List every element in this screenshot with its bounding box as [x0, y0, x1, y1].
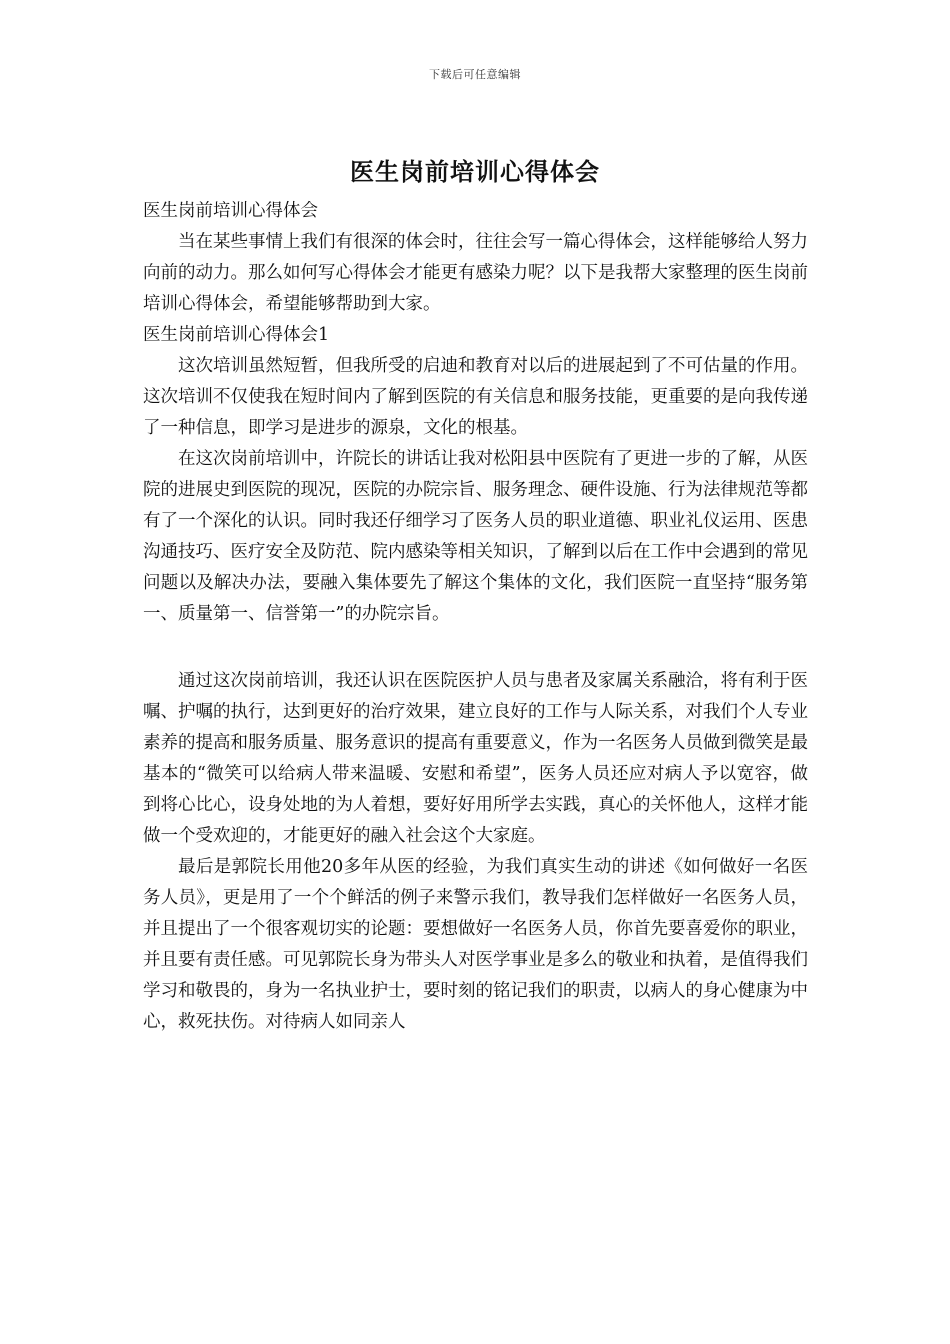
- body-paragraph: 通过这次岗前培训，我还认识在医院医护人员与患者及家属关系融洽，将有利于医嘱、护嘱的执行，达到更好的治疗效果，建立良好的工作与人际关系，对我们个人专业素养的提高和服务质量、服务意识的提高有重要意义，作为一名医务人员做到微笑是最基本的“微笑可以给病人带来温暖、安慰和希望”，医务人员还应对病人予以宽容，做到将心比心，设身处地的为人着想，要好好用所学去实践，真心的关怀他人，这样才能做一个受欢迎的，才能更好的融入社会这个大家庭。: [143, 671, 808, 846]
- document-title: 医生岗前培训心得体会: [350, 157, 600, 186]
- section-heading: 医生岗前培训心得体会1: [143, 325, 330, 345]
- body-paragraph: 在这次岗前培训中，许院长的讲话让我对松阳县中医院有了更进一步的了解，从医院的进展史到医院的现况，医院的办院宗旨、服务理念、硬件设施、行为法律规范等都有了一个深化的认识。同时我还仔细学习了医务人员的职业道德、职业礼仪运用、医患沟通技巧、医疗安全及防范、院内感染等相关知识，了解到以后在工作中会遇到的常见问题以及解决办法，要融入集体要先了解这个集体的文化，我们医院一直坚持“服务第一、质量第一、信誉第一”的办院宗旨。: [143, 449, 808, 624]
- intro-paragraph: 当在某些事情上我们有很深的体会时，往往会写一篇心得体会，这样能够给人努力向前的动力。那么如何写心得体会才能更有感染力呢？以下是我帮大家整理的医生岗前培训心得体会，希望能够帮助到大家。: [143, 232, 808, 314]
- document-body: [143, 196, 808, 1038]
- body-paragraph: 最后是郭院长用他20多年从医的经验，为我们真实生动的讲述《如何做好一名医务人员》，更是用了一个个鲜活的例子来警示我们，教导我们怎样做好一名医务人员，并且提出了一个很客观切实的论题：要想做好一名医务人员，你首先要喜爱你的职业，并且要有责任感。可见郭院长身为带头人对医学事业是多么的敬业和执着，是值得我们学习和敬畏的，身为一名执业护士，要时刻的铭记我们的职责，以病人的身心健康为中心，救死扶伤。对待病人如同亲人: [143, 857, 808, 1032]
- header-note: 下载后可任意编辑: [429, 68, 521, 81]
- body-paragraph: 这次培训虽然短暂，但我所受的启迪和教育对以后的进展起到了不可估量的作用。这次培训不仅使我在短时间内了解到医院的有关信息和服务技能，更重要的是向我传递了一种信息，即学习是进步的源泉，文化的根基。: [143, 356, 808, 438]
- paragraph-spacer: [143, 630, 808, 666]
- document-subtitle: 医生岗前培训心得体会: [143, 201, 318, 221]
